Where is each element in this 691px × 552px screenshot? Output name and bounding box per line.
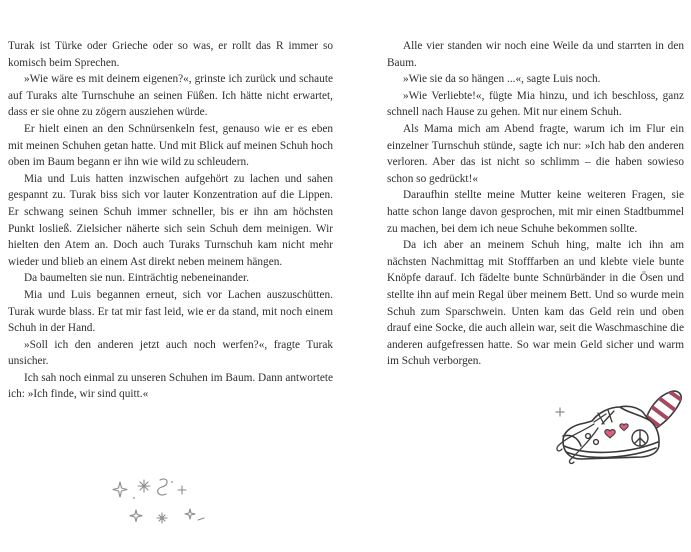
paragraph: Er hielt einen an den Schnürsenkeln fest, genauso wie er es eben mit meinen Schuhen getan hatte. Und mit Blick auf meinen Schuh hoch oben im Baum begann er ihn wie wild zu schleudern.	[8, 122, 333, 169]
paragraph: Da baumelten sie nun. Einträchtig nebeneinander.	[24, 272, 249, 285]
paragraph: »Wie sie da so hängen ...«, sagte Luis noch.	[403, 73, 601, 86]
right-text-column	[387, 38, 684, 370]
paragraph: Als Mama mich am Abend fragte, warum ich im Flur ein einzelner Turnschuh stünde, sagte ich nur: »Ich hab den anderen verloren. Aber das ist nicht so schlimm – die haben sowieso schon so gedrückt!«	[387, 122, 684, 185]
paragraph: Da ich aber an meinem Schuh hing, malte ich ihn am nächsten Nachmittag mit Stofffarben an und klebte viele bunte Knöpfe darauf. Ich fädelte bunte Schnürbänder in die Ösen und stellte ihn auf mein Regal über meinem Bett. Und so wurde mein Schuh zum Sparschwein. Unten kam das Geld rein und oben drauf eine Socke, die auch allein war, seit die Waschmaschine die anderen aufgefressen hatte. So war mein Geld sicher und warm im Schuh verborgen.	[387, 239, 684, 368]
paragraph: »Wie Verliebte!«, fügte Mia hinzu, und ich beschloss, ganz schnell nach Hause zu gehen. Mit nur einem Schuh.	[387, 89, 684, 119]
paragraph: Mia und Luis hatten inzwischen aufgehört zu lachen und sahen gespannt zu. Turak biss sich vor lauter Konzentration auf die Lippen. Er schwang seinen Schuh immer schneller, bis er ihn am höchsten Punkt losließ. Zielsicher näherte sich sein Schuh dem meinigen. Wir hielten den Atem an. Doch auch Turaks Turnschuh kam nicht mehr wieder und blieb an einem Ast direkt neben meinem hängen.	[8, 172, 333, 268]
paragraph: Mia und Luis begannen erneut, sich vor Lachen auszuschütten. Turak wurde blass. Er tat mir fast leid, wie er da stand, mit noch einem Schuh in der Hand.	[8, 288, 333, 335]
paragraph: Daraufhin stellte meine Mutter keine weiteren Fragen, sie hatte schon lange davon gesprochen, mit mir einen Stadtbummel zu machen, bei dem ich neue Schuhe bekommen sollte.	[387, 189, 684, 235]
sneaker-illustration	[548, 384, 688, 476]
paragraph: »Soll ich den anderen jetzt auch noch werfen?«, fragte Turak unsicher.	[8, 338, 333, 368]
sparkle-doodle-illustration	[108, 476, 208, 526]
paragraph: Ich sah noch einmal zu unseren Schuhen im Baum. Dann antwortete ich: »Ich finde, wir sind quitt.«	[8, 371, 334, 401]
paragraph: Alle vier standen wir noch eine Weile da und starrten in den Baum.	[387, 40, 684, 69]
paragraph: »Wie wäre es mit deinem eigenen?«, grinste ich zurück und schaute auf Turaks alte Turnschuhe an seinen Füßen. Ich hätte nicht erwartet, dass er sie ohne zu zögern ausziehen würde.	[8, 73, 333, 119]
paragraph: Turak ist Türke oder Grieche oder so was, er rollt das R immer so komisch beim Sprechen.	[8, 40, 333, 69]
left-text-column	[8, 38, 333, 403]
